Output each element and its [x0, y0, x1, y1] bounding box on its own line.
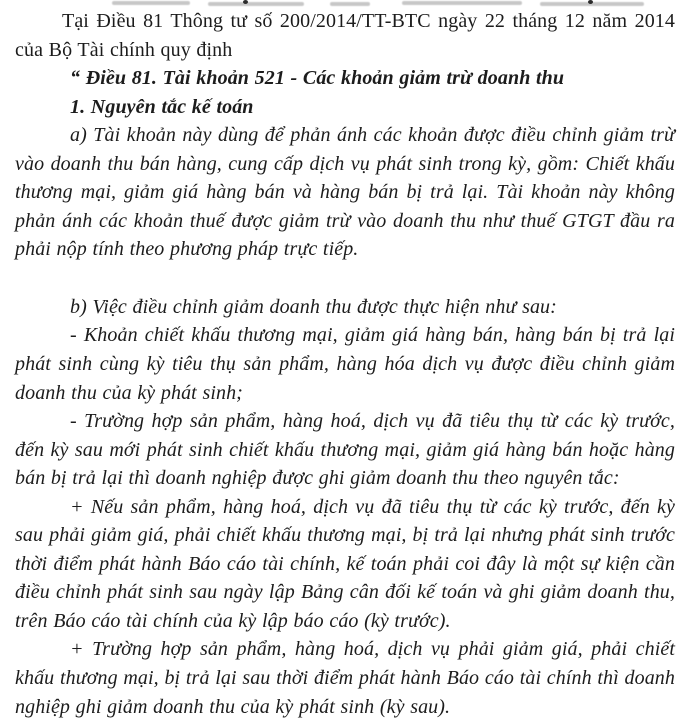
scan-smudge — [402, 1, 522, 5]
scan-smudge — [208, 2, 304, 6]
scan-smudge — [330, 2, 370, 6]
paragraph-b-plus-2: + Trường hợp sản phẩm, hàng hoá, dịch vụ phải giảm giá, phải chiết khấu thương mại, bị trả lại sau thời điểm phát hành Báo cáo tài chính thì doanh nghiệp ghi giảm doanh thu của kỳ phát sinh (kỳ sau). — [15, 638, 675, 718]
paragraph-a: a) Tài khoản này dùng để phản ánh các khoản được điều chỉnh giảm trừ vào doanh thu bán hàng, cung cấp dịch vụ phát sinh trong kỳ, gồm: Chiết khấu thương mại, giảm giá hàng bán và hàng bán bị trả lại. Tài khoản này không phản ánh các khoản thuế được giảm trừ vào doanh thu như thuế GTGT đầu ra phải nộp tính theo phương pháp trực tiếp. — [15, 124, 675, 261]
principles-heading: 1. Nguyên tắc kế toán — [70, 95, 254, 118]
paragraph-b-dash-1: - Khoản chiết khấu thương mại, giảm giá hàng bán, hàng bán bị trả lại phát sinh cùng kỳ tiêu thụ sản phẩm, hàng hóa dịch vụ được điều chỉnh giảm doanh thu của kỳ phát sinh; — [15, 324, 675, 404]
paragraph-b: b) Việc điều chỉnh giảm doanh thu được thực hiện như sau: — [70, 295, 557, 318]
article-heading: “ Điều 81. Tài khoản 521 - Các khoản giảm trừ doanh thu — [70, 67, 565, 90]
cut-off-line-artifact — [0, 0, 692, 7]
scan-smudge — [112, 1, 190, 5]
paragraph-b-dash-2: - Trường hợp sản phẩm, hàng hoá, dịch vụ đã tiêu thụ từ các kỳ trước, đến kỳ sau mới phát sinh chiết khấu thương mại, giảm giá hàng bán hoặc hàng bán bị trả lại thì doanh nghiệp được ghi giảm doanh thu theo nguyên tắc: — [15, 410, 675, 490]
scan-speck — [588, 0, 593, 4]
scan-speck — [243, 0, 248, 4]
paragraph-b-plus-1: + Nếu sản phẩm, hàng hoá, dịch vụ đã tiêu thụ từ các kỳ trước, đến kỳ sau phải giảm giá, phải chiết khấu thương mại, bị trả lại nhưng phát sinh trước thời điểm phát hành Báo cáo tài chính, kế toán phải coi đây là một sự kiện cần điều chỉnh phát sinh sau ngày lập Bảng cân đối kế toán và ghi giảm doanh thu, trên Báo cáo tài chính của kỳ lập báo cáo (kỳ trước). — [15, 495, 675, 632]
intro-paragraph: Tại Điều 81 Thông tư số 200/2014/TT-BTC ngày 22 tháng 12 năm 2014 của Bộ Tài chính quy định — [15, 10, 675, 61]
scan-smudge — [540, 2, 644, 6]
